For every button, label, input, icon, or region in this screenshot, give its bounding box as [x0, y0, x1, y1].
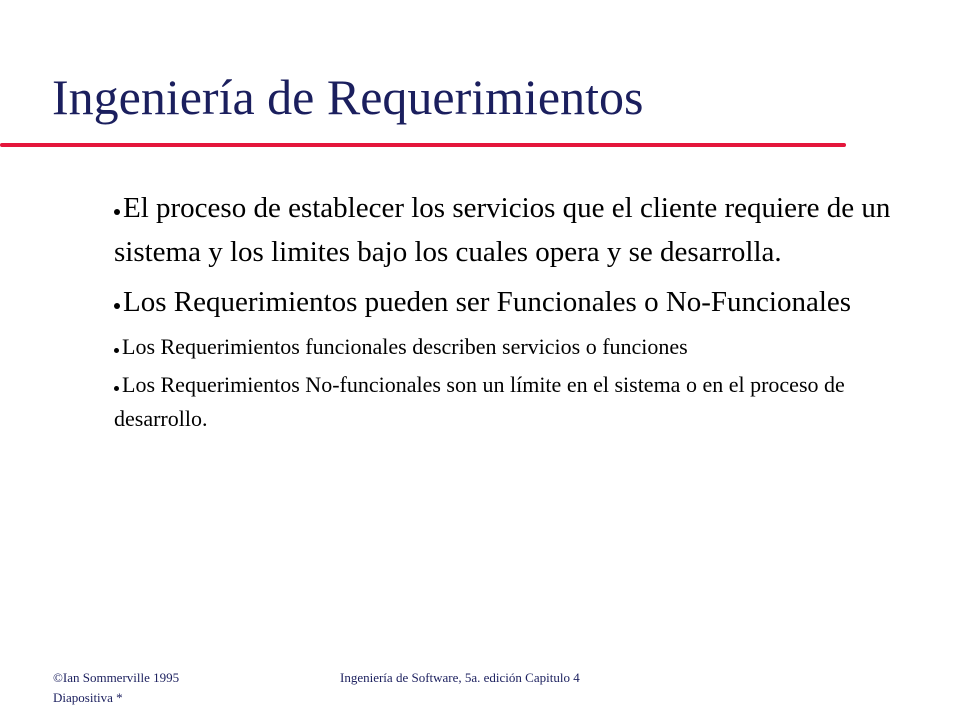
bullet-item	[114, 186, 894, 274]
bullet-dot-icon	[114, 348, 119, 353]
sub-bullet-item	[114, 330, 894, 364]
slide-title: Ingeniería de Requerimientos	[52, 69, 644, 125]
footer-left	[53, 668, 179, 708]
sub-bullet-text: Los Requerimientos funcionales describen servicios o funciones	[122, 334, 688, 359]
sub-bullet-text: Los Requerimientos No-funcionales son un límite en el sistema o en el proceso de desarrollo.	[114, 372, 845, 431]
footer-book: Ingeniería de Software, 5a. edición Capitulo 4	[340, 670, 580, 685]
bullet-dot-icon	[114, 303, 120, 309]
bullet-text: Los Requerimientos pueden ser Funcionales o No-Funcionales	[123, 286, 852, 318]
bullet-item	[114, 280, 894, 324]
bullet-dot-icon	[114, 386, 119, 391]
title-underline	[0, 143, 846, 147]
bullet-list	[114, 186, 894, 440]
footer-slide-number: Diapositiva *	[53, 690, 123, 705]
bullet-dot-icon	[114, 209, 120, 215]
bullet-text: El proceso de establecer los servicios que el cliente requiere de un sistema y los limites bajo los cuales opera y se desarrolla.	[114, 192, 891, 268]
footer-copyright: ©Ian Sommerville 1995	[53, 670, 180, 685]
sub-bullet-item	[114, 368, 894, 436]
